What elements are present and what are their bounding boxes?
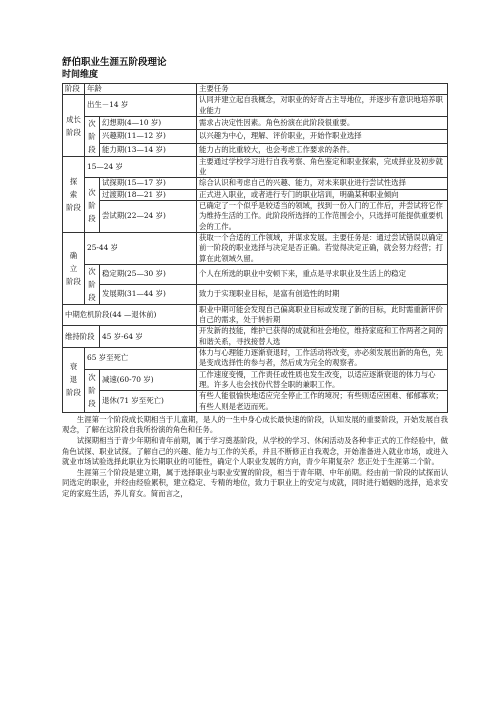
body-paragraph: 生涯第一个阶段成长期相当于儿童期，是人的一生中身心成长最快速的阶段，认知发展的重要阶段，开始发展自我观念，了解在这阶段自我所扮演的角色和任务。 <box>62 414 448 435</box>
table-row <box>63 348 448 370</box>
document-subtitle: 时间维度 <box>62 70 99 80</box>
table-row <box>63 284 448 304</box>
growth-sub-task: 能力占的比重较大，也会考虑工作要求的条件。 <box>197 143 448 156</box>
table-row <box>63 201 448 233</box>
document-title: 舒伯职业生涯五阶段理论 <box>62 57 167 68</box>
decline-sub-age: 减速(60-70 岁) <box>100 369 197 391</box>
exploration-sub-task: 综合认识和考虑自己的兴趣、能力，对未来职业进行尝试性选择 <box>197 178 448 189</box>
establishment-sub-age: 发展期(31—44 岁) <box>100 284 197 304</box>
table-row <box>63 369 448 391</box>
growth-sub-task: 以兴趣为中心，理解、评价职业，开始作职业选择 <box>197 130 448 143</box>
table-row <box>63 156 448 178</box>
maintenance-task: 开发新的技能，维护已获得的成就和社会地位，维持家庭和工作两者之间的和谐关系，寻找接替人选 <box>197 326 448 348</box>
establishment-age: 25-44 岁 <box>85 232 197 264</box>
sub-stage-label: 次 阶 段 <box>85 116 100 156</box>
career-stage-table <box>62 83 448 413</box>
exploration-age: 15—24 岁 <box>85 156 197 178</box>
stage-decline-label: 衰 退 阶段 <box>63 348 85 413</box>
growth-task: 认同并建立起自我概念，对职业的好奇占主导地位，并逐步有意识地培养职业能力 <box>197 95 448 117</box>
growth-sub-task: 需求占决定性因素。角色扮演在此阶段很重要。 <box>197 116 448 129</box>
header-stage: 阶段 <box>63 84 85 95</box>
table-row <box>63 264 448 284</box>
midlife-task: 职业中期可能会发现自己偏离职业目标或发现了新的目标，此时需重新评价自己的需求，处于转折期 <box>197 304 448 326</box>
table-row <box>63 391 448 413</box>
table-row <box>63 95 448 117</box>
growth-sub-age: 能力期(13—14 岁) <box>100 143 197 156</box>
header-age: 年龄 <box>85 84 197 95</box>
maintenance-age: 45 岁-64 岁 <box>100 326 197 348</box>
table-row <box>63 130 448 143</box>
growth-age: 出生－14 岁 <box>85 95 197 117</box>
exploration-task: 主要通过学校学习进行自我考察、角色鉴定和职业探索，完成择业及初步就业 <box>197 156 448 178</box>
table-header-row <box>63 84 448 95</box>
document <box>62 57 448 500</box>
sub-stage-label: 次 阶 段 <box>85 369 100 412</box>
stage-maintenance-label: 维持阶段 <box>63 326 100 348</box>
growth-sub-age: 幻想期(4—10 岁) <box>100 116 197 129</box>
decline-task: 体力与心理能力逐渐衰退时，工作活动将改变，亦必须发展出新的角色，先是变成选择性的参与者，然后成为完全的观察者。 <box>197 348 448 370</box>
stage-exploration-label: 探 索 阶段 <box>63 156 85 232</box>
exploration-sub-age: 试探期(15—17 岁) <box>100 178 197 189</box>
table-row <box>63 143 448 156</box>
sub-stage-label: 次 阶 段 <box>85 178 100 232</box>
decline-sub-age: 退休(71 岁至死亡) <box>100 391 197 413</box>
midlife-age: 中期危机阶段(44 —退休前) <box>63 304 197 326</box>
body-paragraph: 生涯第三个阶段是建立期，属于选择职业与职业安置的阶段，相当于青年期、中年前期。经由前一阶段的试探而认同选定的职业，并经由经验累积，建立稳定、专精的地位，致力于职业上的安定与成就，同时进行婚姻的选择，追求安定的家庭生活，养儿育女。简而言之， <box>62 467 448 498</box>
stage-growth-label: 成长 阶段 <box>63 95 85 157</box>
decline-sub-task: 工作速度变慢，工作责任或性质也发生改变，以适应逐渐衰退的体力与心理。许多人也会找份代替全职的兼职工作。 <box>197 369 448 391</box>
table-row <box>63 232 448 264</box>
exploration-sub-task: 正式进入职业，或者进行专门的职业培训，明确某种职业倾向 <box>197 189 448 200</box>
table-row <box>63 326 448 348</box>
table-row <box>63 116 448 129</box>
table-row <box>63 304 448 326</box>
table-row <box>63 178 448 189</box>
establishment-sub-task: 致力于实现职业目标，是富有创造性的时期 <box>197 284 448 304</box>
decline-age: 65 岁至死亡 <box>85 348 197 370</box>
growth-sub-age: 兴趣期(11—12 岁) <box>100 130 197 143</box>
decline-sub-task: 有些人能很愉快地适应完全停止工作的境况；有些则适应困难、郁郁寡欢；有些人则是老迈而死。 <box>197 391 448 413</box>
body-paragraph: 试探期相当于青少年期和青年前期，属于学习奠基阶段，从学校的学习、休闲活动及各种非正式的工作经验中，做角色试探、职业试探。了解自己的兴趣、能力与工作的关系，并且不断修正自我观念，开始准备进入就业市场，或进入就业市场试验选择此职业为长期职业的可能性，确定个人职业发展的方向，青少年期复杂？您正处于生涯第二个阶。 <box>62 436 448 467</box>
exploration-sub-age: 尝试期(22—24 岁) <box>100 201 197 233</box>
exploration-sub-task: 已确定了一个似乎是较适当的领域，找到一份入门的工作后，并尝试将它作为维持生活的工作。此阶段所选择的工作范围会小，只选择可能提供重要机会的工作。 <box>197 201 448 233</box>
table-row <box>63 189 448 200</box>
stage-establishment-label: 确 立 阶段 <box>63 232 85 304</box>
establishment-sub-age: 稳定期(25—30 岁) <box>100 264 197 284</box>
header-task: 主要任务 <box>197 84 448 95</box>
establishment-sub-task: 个人在所选的职业中安顿下来，重点是寻求职业及生活上的稳定 <box>197 264 448 284</box>
sub-stage-label: 次 阶 段 <box>85 264 100 304</box>
exploration-sub-age: 过渡期(18—21 岁) <box>100 189 197 200</box>
establishment-task: 获取一个合适的工作领域，并谋求发展。主要任务是：通过尝试错误以确定前一阶段的职业选择与决定是否正确。若觉得决定正确，就会努力经营；打算在此领域久留。 <box>197 232 448 264</box>
